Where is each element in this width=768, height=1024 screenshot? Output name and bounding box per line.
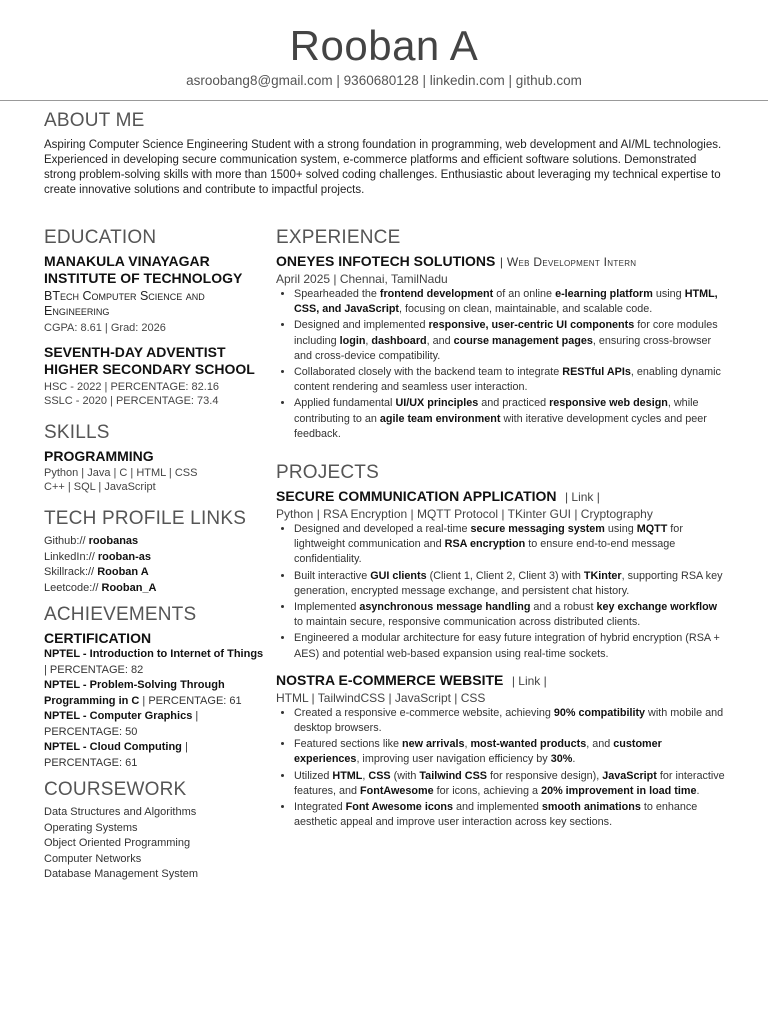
skills-heading: SKILLS	[44, 422, 110, 443]
project-header	[276, 488, 726, 506]
certification-item	[44, 678, 266, 709]
cert-detail: | PERCENTAGE: 61	[139, 694, 242, 707]
profile-link[interactable]	[44, 565, 266, 581]
project-bullets	[276, 706, 726, 831]
project-tech: HTML | TailwindCSS | JavaScript | CSS	[276, 690, 486, 705]
project-link[interactable]: | Link |	[564, 490, 600, 505]
profile-value: Rooban A	[97, 566, 149, 578]
left-column	[44, 227, 266, 883]
education-meta: SSLC - 2020 | PERCENTAGE: 73.4	[44, 395, 219, 407]
about-heading: ABOUT ME	[44, 110, 145, 131]
experience-meta: April 2025 | Chennai, TamilNadu	[276, 272, 448, 286]
profile-label: Leetcode://	[44, 581, 99, 594]
bullet-item: • Engineered a modular architecture for easy future integration of hybrid encryption (RSA + AES) and potential web-based expansion using real-time sockets.	[294, 631, 726, 661]
certification-item	[44, 740, 266, 771]
bullet-item: • Designed and implemented responsive, user-centric UI components for core modules including login, dashboard, and course management pages, ensuring cross-browser and cross-device compatibility.	[294, 318, 726, 364]
certification-item	[44, 647, 266, 678]
project-bullets	[276, 522, 726, 662]
achievements-heading: ACHIEVEMENTS	[44, 604, 197, 625]
profile-label: Skillrack://	[44, 566, 95, 578]
projects-heading: PROJECTS	[276, 462, 379, 484]
course-item: Data Structures and Algorithms	[44, 806, 197, 818]
right-column	[276, 227, 726, 831]
profile-link[interactable]	[44, 581, 266, 597]
education-meta: HSC - 2022 | PERCENTAGE: 82.16	[44, 381, 220, 393]
profile-value: rooban-as	[97, 550, 152, 563]
about-text: Aspiring Computer Science Engineering Student with a strong foundation in programming, web development and AI/ML technologies. Experienced in developing secure communication system, e-commerce platforms and efficient software solutions. Demonstrated strong problem-solving skills with more than 1500+ solved coding challenges. Enthusiastic about leveraging my technical expertise to create innovative solutions and contribute to impactful projects.	[44, 139, 722, 196]
last-name: A	[449, 22, 479, 69]
cert-name: NPTEL - Computer Graphics	[44, 710, 193, 722]
bullet-item: • Collaborated closely with the backend team to integrate RESTful APIs, enabling dynamic content rendering and seamless user interaction.	[294, 365, 726, 395]
certification-item	[44, 709, 266, 740]
profile-label: Github://	[44, 535, 86, 547]
skills-line: Python | Java | C | HTML | CSS	[44, 467, 198, 479]
project-name: SECURE COMMUNICATION APPLICATION	[276, 488, 557, 505]
degree: BTech Computer Science and Engineering	[44, 289, 205, 318]
cert-detail: | PERCENTAGE: 82	[44, 663, 144, 676]
first-name: Rooban	[289, 22, 440, 69]
education-meta: CGPA: 8.61 | Grad: 2026	[44, 322, 166, 334]
bullet-item: • Built interactive GUI clients (Client 1, Client 2, Client 3) with TKinter, supporting RSA key generation, encrypted message exchange, and persistent chat history.	[294, 569, 726, 599]
bullet-item: • Created a responsive e-commerce website, achieving 90% compatibility with mobile and desktop browsers.	[294, 706, 726, 736]
bullet-item: • Applied fundamental UI/UX principles and practiced responsive web design, while contributing to an agile team environment with iterative development cycles and peer feedback.	[294, 396, 726, 442]
course-item: Computer Networks	[44, 852, 142, 865]
project-header	[276, 672, 726, 690]
skills-subheading: PROGRAMMING	[44, 448, 154, 464]
project-link[interactable]: | Link |	[511, 673, 547, 688]
course-item: Object Oriented Programming	[44, 837, 191, 849]
profiles-heading: TECH PROFILE LINKS	[44, 508, 247, 529]
cert-name: NPTEL - Cloud Computing	[44, 741, 182, 753]
profile-value: roobanas	[88, 535, 139, 547]
project-tech: Python | RSA Encryption | MQTT Protocol | TKinter GUI | Cryptography	[276, 507, 653, 522]
bullet-item: • Utilized HTML, CSS (with Tailwind CSS for responsive design), JavaScript for interactive features, and FontAwesome for icons, achieving a 20% improvement in load time.	[294, 769, 726, 799]
company-name: ONEYES INFOTECH SOLUTIONS	[276, 253, 496, 269]
school-name: SEVENTH-DAY ADVENTIST HIGHER SECONDARY SCHOOL	[44, 344, 255, 377]
cert-detail: | PERCENTAGE: 61	[44, 741, 188, 769]
bullet-item: • Spearheaded the frontend development of an online e-learning platform using HTML, CSS, and JavaScript, focusing on clean, maintainable, and scalable code.	[294, 287, 726, 317]
cert-detail: | PERCENTAGE: 50	[44, 710, 199, 738]
bullet-item: • Integrated Font Awesome icons and implemented smooth animations to enhance aesthetic appeal and improve user interaction across key sections.	[294, 800, 726, 830]
course-item: Operating Systems	[44, 821, 138, 834]
header-divider	[0, 100, 768, 101]
experience-heading: EXPERIENCE	[276, 227, 401, 248]
role-title: | Web Development Intern	[499, 255, 637, 269]
certification-heading: CERTIFICATION	[44, 630, 152, 646]
education-heading: EDUCATION	[44, 227, 157, 248]
project-name: NOSTRA E-COMMERCE WEBSITE	[276, 671, 504, 688]
profile-value: Rooban_A	[101, 581, 157, 594]
course-item: Database Management System	[44, 868, 199, 880]
contact-line: asroobang8@gmail.com | 9360680128 | linkedin.com | github.com	[186, 73, 582, 88]
experience-header	[276, 253, 726, 271]
cert-name: NPTEL - Problem-Solving Through Programming in C	[44, 679, 225, 707]
bullet-item: • Featured sections like new arrivals, most-wanted products, and customer experiences, improving user navigation efficiency by 30%.	[294, 737, 726, 767]
coursework-heading: COURSEWORK	[44, 779, 187, 800]
candidate-name	[0, 22, 768, 70]
profile-label: LinkedIn://	[44, 550, 95, 563]
profile-link[interactable]	[44, 550, 266, 566]
bullet-item: • Designed and developed a real-time secure messaging system using MQTT for lightweight communication and RSA encryption to ensure end-to-end message confidentiality.	[294, 522, 726, 568]
experience-bullets	[276, 287, 726, 442]
profile-link[interactable]	[44, 534, 266, 550]
school-name: MANAKULA VINAYAGAR INSTITUTE OF TECHNOLOGY	[44, 253, 243, 286]
cert-name: NPTEL - Introduction to Internet of Things	[44, 648, 264, 660]
skills-line: C++ | SQL | JavaScript	[44, 481, 156, 493]
bullet-item: • Implemented asynchronous message handling and a robust key exchange workflow to maintain secure, responsive communication across distributed clients.	[294, 600, 726, 630]
